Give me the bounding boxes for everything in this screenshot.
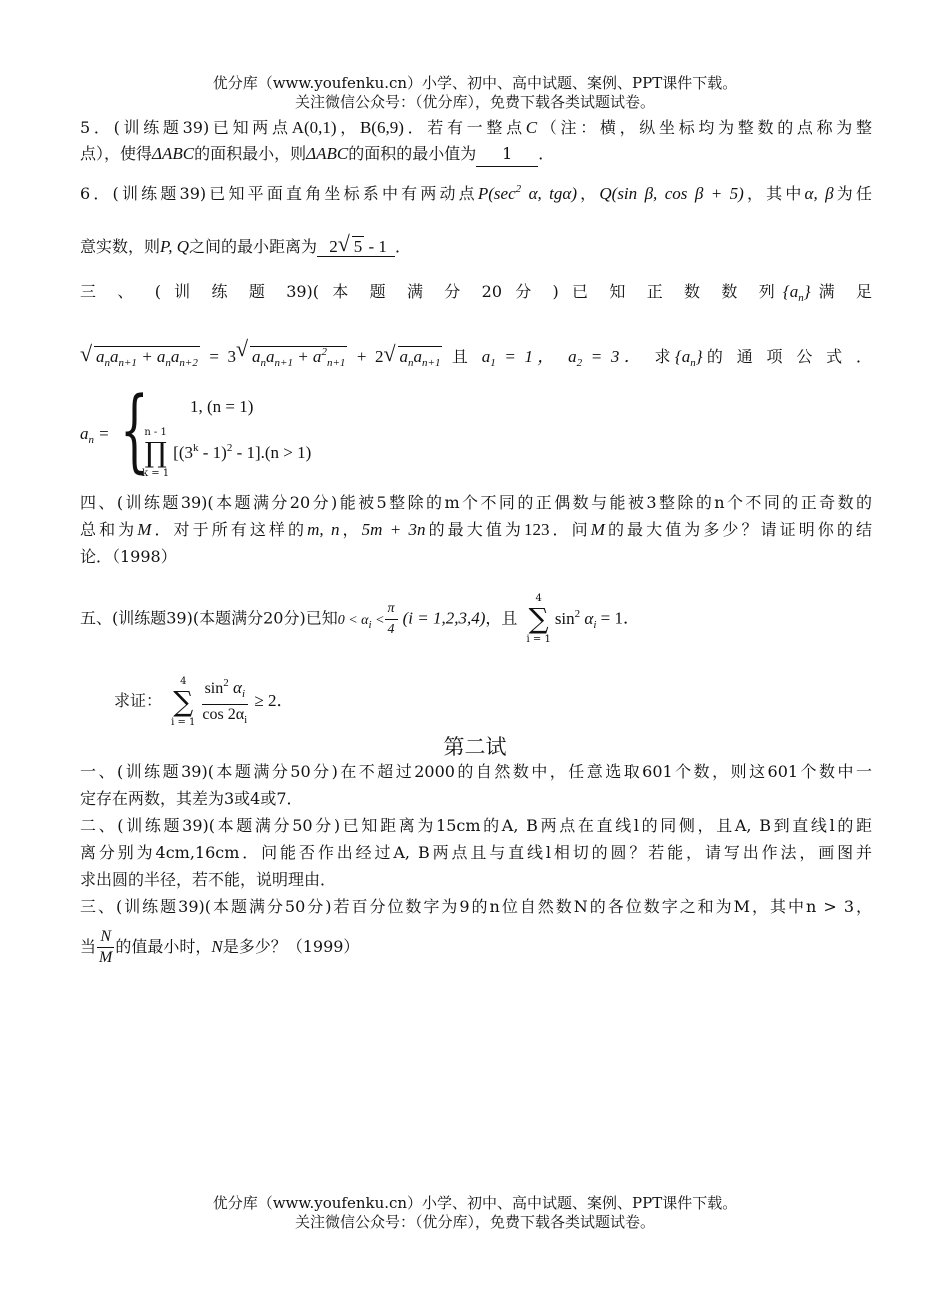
piecewise-brace: { <box>120 378 149 483</box>
s4-line-2: 总和为M．对于所有这样的m, n，5m + 3n的最大值为123．问M的最大值为多少？请证明你的结 <box>80 520 872 539</box>
header-line-2: 关注微信公众号：（优分库），免费下载各类试题试卷。 <box>294 93 655 111</box>
s4-line-3: 论．（1998） <box>80 547 177 566</box>
solution-lhs: $a_n$ = <box>80 424 109 446</box>
case-1: 1, (n = 1) <box>190 397 254 416</box>
point-c: C <box>525 118 538 137</box>
p2q2-line-3: 求出圆的半径，若不能，说明理由． <box>80 870 337 889</box>
s5-line-1: 五、(训练题39)(本题满分20分)已知$0 < \alpha_i$ < $\frac{\pi}{4}$ (i = 1,2,3,4)，且 4 ∑ i = 1 $\sin^2 \alpha_i = 1$． <box>80 593 640 645</box>
case-2: n - 1 ∏ k = 1 [(3$^k$ - 1)$^2$ - 1].(n > 1) <box>142 427 312 479</box>
q5-answer: 1 <box>476 142 538 167</box>
footer-line-1: 优分库（www.youfenku.cn）小学、初中、高中试题、案例、PPT课件下载。 <box>212 1194 738 1212</box>
q5-line-1: 5．(训练题39)已知两点A(0,1)，B(6,9)．若有一整点C（注：横，纵坐标均为整数的点称为整 <box>80 118 872 137</box>
point-p: $P(\sec^2$ α, tgα) <box>477 183 577 203</box>
s3-line-1: 三 、 ( 训 练 题 39)( 本 题 满 分 20 分 ) 已 知 正 数 数 列$\{a_n\}$满 足 <box>80 282 872 304</box>
p2q2-line-1: 二、(训练题39)(本题满分50分)已知距离为15cm的A, B两点在直线l的同侧，且A, B到直线l的距 <box>80 816 872 835</box>
s3-equation: √ $a_na_{n+1} + a_na_{n+2} = 3√$ $a_na_{n+1} + a^2_{n+1} + 2√$ $a_na_{n+1}$ 且 $a_1 = 1$， $a_2 = 3$． 求$\{a_n\}$的 通 项 公 式 ． <box>80 340 872 375</box>
p2q2-line-2: 离分别为4cm,16cm．问能否作出经过A, B两点且与直线l相切的圆？若能，请写出作法，画图并 <box>80 843 872 862</box>
s4-line-1: 四、(训练题39)(本题满分20分)能被5整除的m个不同的正偶数与能被3整除的n个不同的正奇数的 <box>80 493 872 512</box>
point-a: A(0,1) <box>291 118 337 137</box>
q6-answer: 2√ 5 - 1 <box>317 237 395 257</box>
p2q1-line-2: 定存在两数，其差为3或4或7． <box>80 789 303 808</box>
header-line-1: 优分库（www.youfenku.cn）小学、初中、高中试题、案例、PPT课件下载。 <box>212 74 738 92</box>
point-b: B(6,9) <box>359 118 404 137</box>
q5-line-2: 点），使得ΔABC的面积最小，则ΔABC的面积的最小值为 1 ． <box>80 142 872 167</box>
p2q1-line-1: 一、(训练题39)(本题满分50分)在不超过2000的自然数中，任意选取601个数，则这601个数中一 <box>80 762 872 781</box>
footer-line-2: 关注微信公众号：（优分库），免费下载各类试题试卷。 <box>294 1213 655 1231</box>
q6-line-1: 6．(训练题39)已知平面直角坐标系中有两动点$P(\sec^2$ α, tgα)，Q(sin β, cos β + 5)，其中α, β为任 <box>80 183 872 203</box>
p2q3-line-1: 三、(训练题39)(本题满分50分)若百分位数字为9的n位自然数N的各位数字之和为M，其中n > 3， <box>80 897 872 916</box>
part-two-title: 第二试 <box>443 735 507 759</box>
p2q3-line-2: 当 $\frac{N}{M}$ 的值最小时，N是多少？（1999） <box>80 928 360 966</box>
q6-line-2: 意实数，则P, Q之间的最小距离为 2√ 5 - 1 ． <box>80 235 872 259</box>
s5-prove: 求证： 4 ∑ i = 1 $\frac{\sin^2 \alpha_i}{\cos 2\alpha_i}$ ≥ 2． <box>114 673 514 730</box>
point-q: Q(sin β, cos β + 5) <box>599 184 744 203</box>
